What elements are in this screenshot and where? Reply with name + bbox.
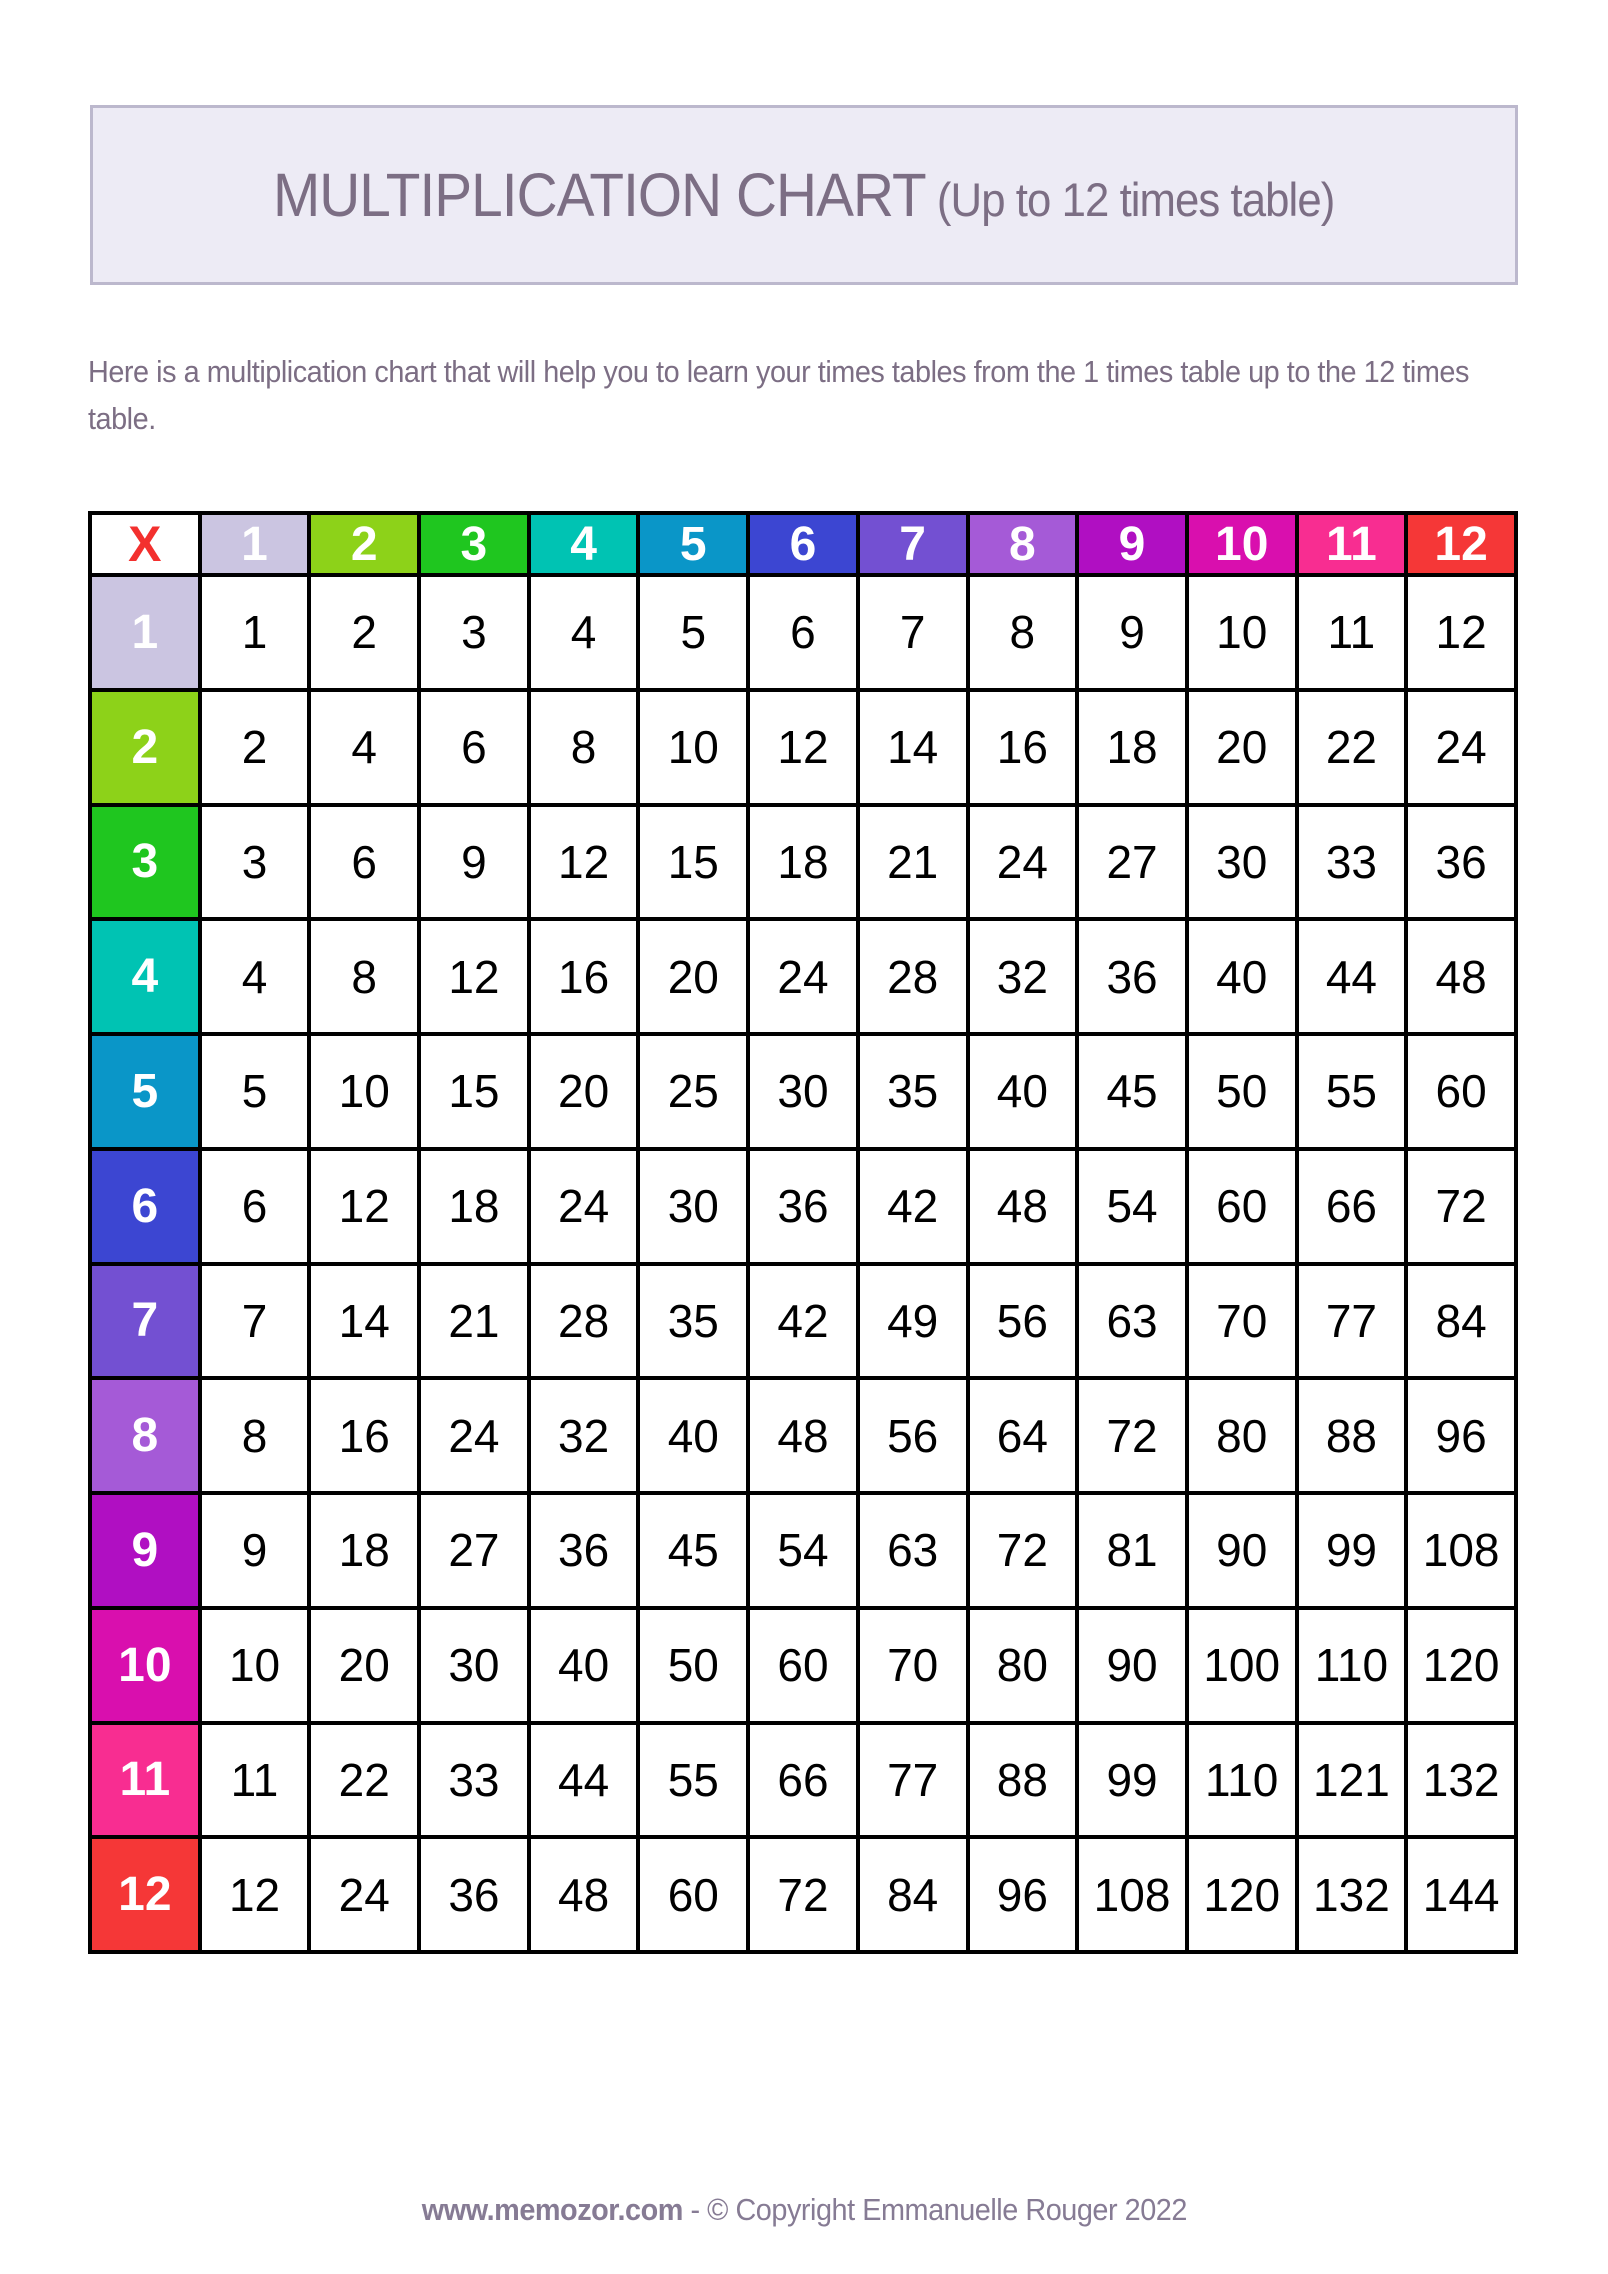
product-cell-12x6: 72 (748, 1837, 858, 1952)
product-cell-5x3: 15 (419, 1034, 529, 1149)
row-header-7: 7 (90, 1264, 200, 1379)
product-cell-10x4: 40 (529, 1608, 639, 1723)
product-cell-7x3: 21 (419, 1264, 529, 1379)
product-cell-2x1: 2 (200, 690, 310, 805)
product-cell-11x9: 99 (1077, 1723, 1187, 1838)
row-header-12: 12 (90, 1837, 200, 1952)
product-cell-2x7: 14 (858, 690, 968, 805)
product-cell-1x7: 7 (858, 575, 968, 690)
product-cell-10x6: 60 (748, 1608, 858, 1723)
product-cell-6x5: 30 (638, 1149, 748, 1264)
product-cell-3x8: 24 (968, 805, 1078, 920)
table-row-4 (90, 919, 1516, 1034)
product-cell-11x7: 77 (858, 1723, 968, 1838)
product-cell-10x1: 10 (200, 1608, 310, 1723)
table-row-8 (90, 1378, 1516, 1493)
row-header-1: 1 (90, 575, 200, 690)
product-cell-7x12: 84 (1406, 1264, 1516, 1379)
product-cell-11x6: 66 (748, 1723, 858, 1838)
product-cell-5x2: 10 (309, 1034, 419, 1149)
product-cell-8x10: 80 (1187, 1378, 1297, 1493)
product-cell-12x4: 48 (529, 1837, 639, 1952)
product-cell-10x9: 90 (1077, 1608, 1187, 1723)
row-header-11: 11 (90, 1723, 200, 1838)
product-cell-7x5: 35 (638, 1264, 748, 1379)
product-cell-10x2: 20 (309, 1608, 419, 1723)
product-cell-2x10: 20 (1187, 690, 1297, 805)
product-cell-3x7: 21 (858, 805, 968, 920)
product-cell-11x1: 11 (200, 1723, 310, 1838)
table-row-6 (90, 1149, 1516, 1264)
row-header-10: 10 (90, 1608, 200, 1723)
product-cell-8x4: 32 (529, 1378, 639, 1493)
product-cell-12x1: 12 (200, 1837, 310, 1952)
product-cell-4x1: 4 (200, 919, 310, 1034)
product-cell-11x3: 33 (419, 1723, 529, 1838)
product-cell-8x7: 56 (858, 1378, 968, 1493)
product-cell-6x2: 12 (309, 1149, 419, 1264)
product-cell-10x11: 110 (1297, 1608, 1407, 1723)
product-cell-5x4: 20 (529, 1034, 639, 1149)
column-header-1: 1 (200, 513, 310, 575)
product-cell-7x9: 63 (1077, 1264, 1187, 1379)
product-cell-3x11: 33 (1297, 805, 1407, 920)
product-cell-12x12: 144 (1406, 1837, 1516, 1952)
product-cell-3x12: 36 (1406, 805, 1516, 920)
product-cell-12x3: 36 (419, 1837, 529, 1952)
product-cell-5x6: 30 (748, 1034, 858, 1149)
product-cell-3x6: 18 (748, 805, 858, 920)
product-cell-10x3: 30 (419, 1608, 529, 1723)
product-cell-7x1: 7 (200, 1264, 310, 1379)
product-cell-9x7: 63 (858, 1493, 968, 1608)
multiplication-table-body (90, 575, 1516, 1952)
product-cell-8x5: 40 (638, 1378, 748, 1493)
product-cell-11x8: 88 (968, 1723, 1078, 1838)
product-cell-2x2: 4 (309, 690, 419, 805)
product-cell-8x3: 24 (419, 1378, 529, 1493)
product-cell-7x6: 42 (748, 1264, 858, 1379)
product-cell-2x12: 24 (1406, 690, 1516, 805)
product-cell-4x10: 40 (1187, 919, 1297, 1034)
product-cell-4x5: 20 (638, 919, 748, 1034)
product-cell-6x8: 48 (968, 1149, 1078, 1264)
footer-copyright: © Copyright Emmanuelle Rouger 2022 (706, 2192, 1187, 2227)
table-row-1 (90, 575, 1516, 690)
product-cell-1x10: 10 (1187, 575, 1297, 690)
product-cell-9x3: 27 (419, 1493, 529, 1608)
product-cell-8x12: 96 (1406, 1378, 1516, 1493)
corner-cell: X (90, 513, 200, 575)
row-header-2: 2 (90, 690, 200, 805)
product-cell-5x9: 45 (1077, 1034, 1187, 1149)
product-cell-10x10: 100 (1187, 1608, 1297, 1723)
product-cell-11x4: 44 (529, 1723, 639, 1838)
column-header-5: 5 (638, 513, 748, 575)
product-cell-10x7: 70 (858, 1608, 968, 1723)
intro-text: Here is a multiplication chart that will help you to learn your times tables from the 1 times table up to the 12 times table. (88, 354, 1469, 436)
footer-site-link: www.memozor.com (421, 2192, 683, 2227)
product-cell-10x8: 80 (968, 1608, 1078, 1723)
product-cell-6x6: 36 (748, 1149, 858, 1264)
product-cell-9x2: 18 (309, 1493, 419, 1608)
product-cell-4x2: 8 (309, 919, 419, 1034)
product-cell-5x8: 40 (968, 1034, 1078, 1149)
product-cell-2x5: 10 (638, 690, 748, 805)
product-cell-1x12: 12 (1406, 575, 1516, 690)
product-cell-3x4: 12 (529, 805, 639, 920)
product-cell-5x5: 25 (638, 1034, 748, 1149)
product-cell-9x6: 54 (748, 1493, 858, 1608)
product-cell-6x9: 54 (1077, 1149, 1187, 1264)
footer-separator: - (682, 2192, 707, 2227)
product-cell-7x2: 14 (309, 1264, 419, 1379)
column-header-8: 8 (968, 513, 1078, 575)
product-cell-6x4: 24 (529, 1149, 639, 1264)
product-cell-4x3: 12 (419, 919, 529, 1034)
product-cell-2x9: 18 (1077, 690, 1187, 805)
row-header-4: 4 (90, 919, 200, 1034)
product-cell-4x12: 48 (1406, 919, 1516, 1034)
product-cell-1x2: 2 (309, 575, 419, 690)
table-row-7 (90, 1264, 1516, 1379)
product-cell-2x3: 6 (419, 690, 529, 805)
product-cell-7x11: 77 (1297, 1264, 1407, 1379)
page-title (273, 160, 1334, 230)
product-cell-1x8: 8 (968, 575, 1078, 690)
multiplication-table-header (90, 513, 1516, 575)
page-title-subtitle: (Up to 12 times table) (926, 173, 1335, 226)
product-cell-6x3: 18 (419, 1149, 529, 1264)
product-cell-6x7: 42 (858, 1149, 968, 1264)
product-cell-6x10: 60 (1187, 1149, 1297, 1264)
column-header-10: 10 (1187, 513, 1297, 575)
column-header-7: 7 (858, 513, 968, 575)
product-cell-1x4: 4 (529, 575, 639, 690)
product-cell-8x11: 88 (1297, 1378, 1407, 1493)
product-cell-1x11: 11 (1297, 575, 1407, 690)
product-cell-2x6: 12 (748, 690, 858, 805)
product-cell-9x10: 90 (1187, 1493, 1297, 1608)
page-title-main: MULTIPLICATION CHART (273, 161, 927, 229)
product-cell-5x10: 50 (1187, 1034, 1297, 1149)
table-row-3 (90, 805, 1516, 920)
product-cell-1x9: 9 (1077, 575, 1187, 690)
product-cell-12x11: 132 (1297, 1837, 1407, 1952)
product-cell-12x8: 96 (968, 1837, 1078, 1952)
product-cell-1x1: 1 (200, 575, 310, 690)
product-cell-10x12: 120 (1406, 1608, 1516, 1723)
column-header-12: 12 (1406, 513, 1516, 575)
column-header-3: 3 (419, 513, 529, 575)
product-cell-6x11: 66 (1297, 1149, 1407, 1264)
product-cell-5x12: 60 (1406, 1034, 1516, 1149)
product-cell-3x3: 9 (419, 805, 529, 920)
table-row-5 (90, 1034, 1516, 1149)
table-row-2 (90, 690, 1516, 805)
product-cell-8x8: 64 (968, 1378, 1078, 1493)
product-cell-7x4: 28 (529, 1264, 639, 1379)
table-row-10 (90, 1608, 1516, 1723)
product-cell-12x10: 120 (1187, 1837, 1297, 1952)
product-cell-5x11: 55 (1297, 1034, 1407, 1149)
footer (0, 2192, 1608, 2228)
product-cell-6x1: 6 (200, 1149, 310, 1264)
product-cell-12x2: 24 (309, 1837, 419, 1952)
product-cell-6x12: 72 (1406, 1149, 1516, 1264)
product-cell-2x4: 8 (529, 690, 639, 805)
product-cell-4x9: 36 (1077, 919, 1187, 1034)
column-header-2: 2 (309, 513, 419, 575)
product-cell-9x5: 45 (638, 1493, 748, 1608)
product-cell-12x5: 60 (638, 1837, 748, 1952)
product-cell-9x11: 99 (1297, 1493, 1407, 1608)
product-cell-2x11: 22 (1297, 690, 1407, 805)
product-cell-11x12: 132 (1406, 1723, 1516, 1838)
product-cell-9x4: 36 (529, 1493, 639, 1608)
product-cell-3x5: 15 (638, 805, 748, 920)
product-cell-9x8: 72 (968, 1493, 1078, 1608)
column-header-9: 9 (1077, 513, 1187, 575)
row-header-8: 8 (90, 1378, 200, 1493)
row-header-9: 9 (90, 1493, 200, 1608)
product-cell-10x5: 50 (638, 1608, 748, 1723)
product-cell-4x11: 44 (1297, 919, 1407, 1034)
multiplication-table (88, 511, 1518, 1954)
product-cell-1x5: 5 (638, 575, 748, 690)
table-row-11 (90, 1723, 1516, 1838)
table-row-12 (90, 1837, 1516, 1952)
column-header-4: 4 (529, 513, 639, 575)
product-cell-3x2: 6 (309, 805, 419, 920)
product-cell-2x8: 16 (968, 690, 1078, 805)
product-cell-9x1: 9 (200, 1493, 310, 1608)
product-cell-3x9: 27 (1077, 805, 1187, 920)
row-header-5: 5 (90, 1034, 200, 1149)
product-cell-1x6: 6 (748, 575, 858, 690)
table-row-9 (90, 1493, 1516, 1608)
product-cell-5x1: 5 (200, 1034, 310, 1149)
product-cell-8x9: 72 (1077, 1378, 1187, 1493)
header-row (90, 513, 1516, 575)
product-cell-11x2: 22 (309, 1723, 419, 1838)
row-header-3: 3 (90, 805, 200, 920)
product-cell-4x8: 32 (968, 919, 1078, 1034)
product-cell-12x7: 84 (858, 1837, 968, 1952)
product-cell-11x5: 55 (638, 1723, 748, 1838)
product-cell-11x10: 110 (1187, 1723, 1297, 1838)
footer-text (421, 2192, 1186, 2228)
row-header-6: 6 (90, 1149, 200, 1264)
column-header-11: 11 (1297, 513, 1407, 575)
product-cell-8x6: 48 (748, 1378, 858, 1493)
column-header-6: 6 (748, 513, 858, 575)
product-cell-3x1: 3 (200, 805, 310, 920)
product-cell-7x7: 49 (858, 1264, 968, 1379)
product-cell-4x7: 28 (858, 919, 968, 1034)
product-cell-1x3: 3 (419, 575, 529, 690)
product-cell-8x2: 16 (309, 1378, 419, 1493)
product-cell-4x6: 24 (748, 919, 858, 1034)
product-cell-7x10: 70 (1187, 1264, 1297, 1379)
product-cell-12x9: 108 (1077, 1837, 1187, 1952)
product-cell-5x7: 35 (858, 1034, 968, 1149)
product-cell-8x1: 8 (200, 1378, 310, 1493)
title-banner (90, 105, 1518, 285)
product-cell-7x8: 56 (968, 1264, 1078, 1379)
product-cell-11x11: 121 (1297, 1723, 1407, 1838)
product-cell-4x4: 16 (529, 919, 639, 1034)
product-cell-9x12: 108 (1406, 1493, 1516, 1608)
product-cell-3x10: 30 (1187, 805, 1297, 920)
product-cell-9x9: 81 (1077, 1493, 1187, 1608)
